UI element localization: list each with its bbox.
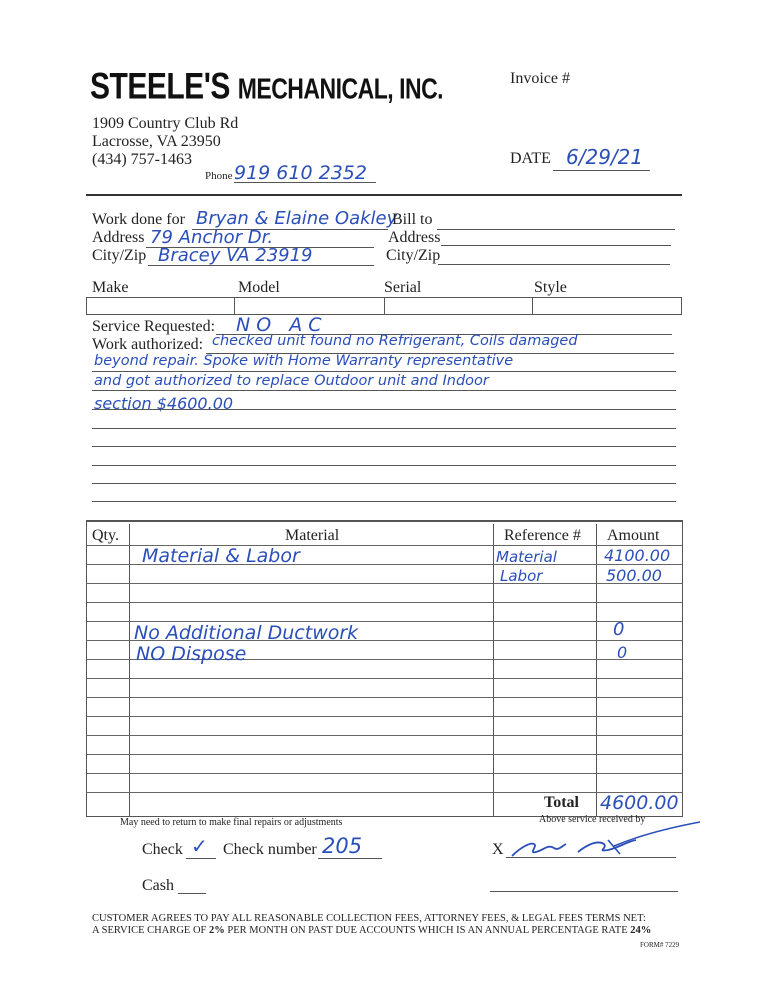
table-row-amount: 500.00 <box>606 566 662 585</box>
cityzip-value: Bracey VA 23919 <box>158 245 313 266</box>
table-row-material: No Additional Ductwork <box>134 622 359 644</box>
style-label: Style <box>534 279 567 296</box>
terms-line-1: CUSTOMER AGREES TO PAY ALL REASONABLE COLLECTION FEES, ATTORNEY FEES, & LEGAL FEES TERMS NET: <box>92 913 646 924</box>
table-row-amount: 4100.00 <box>604 546 671 565</box>
serial-label: Serial <box>384 279 422 296</box>
date-value: 6/29/21 <box>566 145 644 169</box>
table-row-amount: 0 <box>617 643 628 662</box>
service-requested-label: Service Requested: <box>92 318 216 335</box>
qty-header: Qty. <box>92 527 119 544</box>
address-value: 79 Anchor Dr. <box>150 227 274 248</box>
cash-label: Cash <box>142 877 174 894</box>
return-note: May need to return to make final repairs or adjustments <box>120 817 343 828</box>
invoice-label: Invoice # <box>510 70 570 87</box>
work-line-2: beyond repair. Spoke with Home Warranty representative <box>94 353 514 369</box>
customer-phone-value: 919 610 2352 <box>234 162 367 184</box>
check-number-label: Check number <box>223 841 317 858</box>
company-name-rest: MECHANICAL, INC. <box>237 72 444 105</box>
work-done-for-value: Bryan & Elaine Oakley <box>196 208 398 229</box>
check-mark: ✓ <box>191 834 208 858</box>
company-name-main: STEELE'S <box>90 66 230 108</box>
company-logo <box>90 66 443 109</box>
table-row-material: Material & Labor <box>142 545 300 567</box>
work-authorized-label: Work authorized: <box>92 336 204 353</box>
total-label: Total <box>544 794 579 811</box>
table-row-material: NO Dispose <box>136 643 247 665</box>
company-phone: (434) 757-1463 <box>92 151 192 168</box>
work-line-1: checked unit found no Refrigerant, Coils damaged <box>212 333 578 349</box>
work-line-4: section $4600.00 <box>94 394 234 413</box>
model-label: Model <box>238 279 280 296</box>
table-row-reference: Material <box>496 548 557 566</box>
table-row-amount: 0 <box>613 619 625 640</box>
reference-header: Reference # <box>504 527 581 544</box>
check-label: Check <box>142 841 183 858</box>
work-line-3: and got authorized to replace Outdoor unit and Indoor <box>94 373 489 389</box>
bill-cityzip-label: City/Zip <box>386 247 441 264</box>
amount-header: Amount <box>607 527 660 544</box>
company-city: Lacrosse, VA 23950 <box>92 133 221 150</box>
bill-address-label: Address <box>388 229 441 246</box>
customer-signature <box>508 818 708 862</box>
check-number-value: 205 <box>322 834 363 858</box>
terms-line-2: A SERVICE CHARGE OF 2% PER MONTH ON PAST DUE ACCOUNTS WHICH IS AN ANNUAL PERCENTAGE RATE 24% <box>92 925 652 936</box>
work-done-for-label: Work done for <box>92 211 185 228</box>
total-value: 4600.00 <box>600 792 679 814</box>
company-street: 1909 Country Club Rd <box>92 115 239 132</box>
make-label: Make <box>92 279 129 296</box>
above-service-note: Above service received by <box>539 814 646 825</box>
service-requested-value: NO AC <box>236 314 328 336</box>
table-row-reference: Labor <box>500 567 543 585</box>
cityzip-label: City/Zip <box>92 247 147 264</box>
address-label: Address <box>92 229 145 246</box>
material-header: Material <box>285 527 340 544</box>
phone-label: Phone <box>205 170 233 182</box>
signature-x-label: X <box>492 841 504 858</box>
date-label: DATE <box>510 150 551 167</box>
form-number: FORM# 7229 <box>640 941 680 949</box>
bill-to-label: Bill to <box>392 211 433 228</box>
